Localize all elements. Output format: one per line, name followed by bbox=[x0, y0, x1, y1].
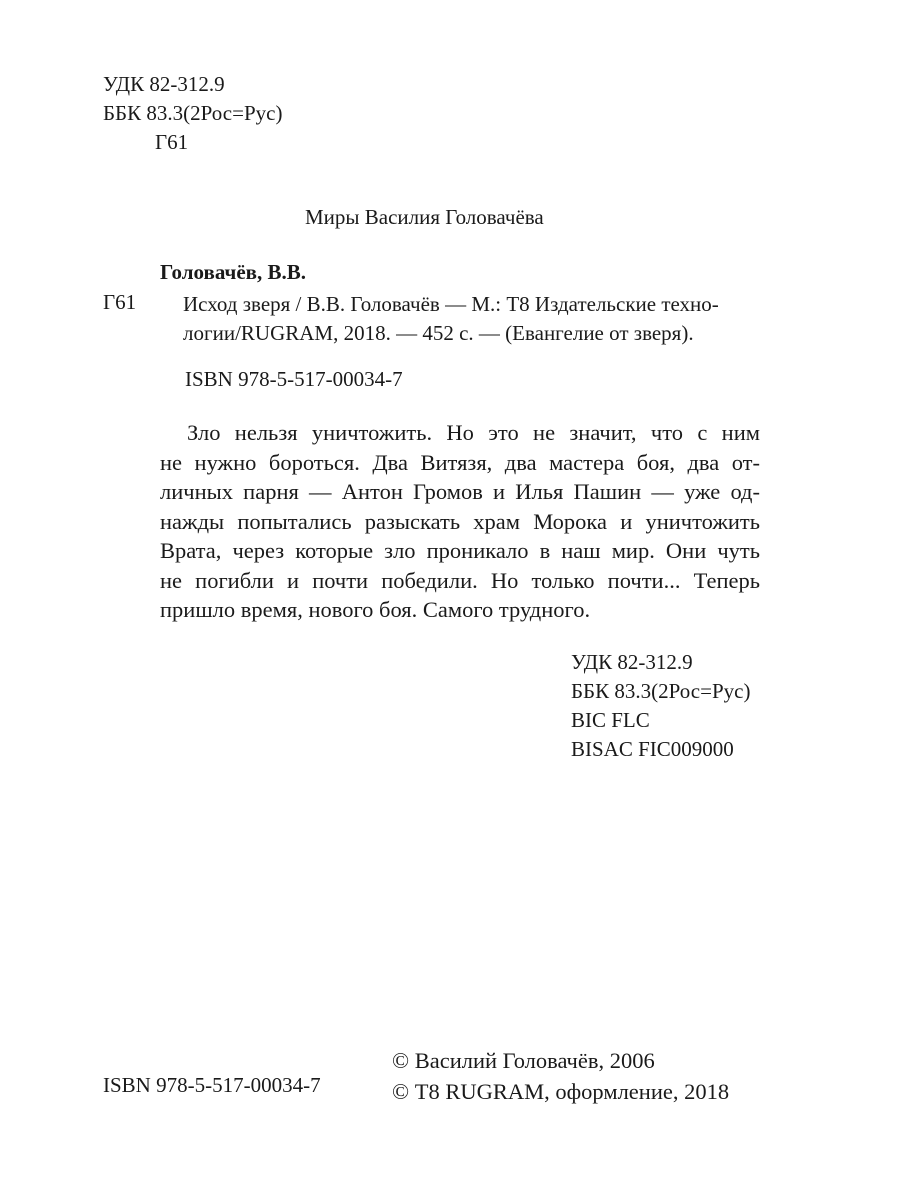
author-sign-code: Г61 bbox=[155, 130, 189, 154]
annotation bbox=[160, 418, 760, 625]
annotation-line: нажды попытались разыскать храм Морока и уничтожить bbox=[160, 508, 760, 534]
udk-code: УДК 82-312.9 bbox=[103, 72, 225, 96]
bibliographic-description bbox=[183, 290, 719, 348]
subject-code: BIC FLC bbox=[571, 708, 650, 732]
subject-code: ББК 83.3(2Рос=Рус) bbox=[571, 679, 751, 703]
annotation-line: Врата, через которые зло проникало в наш мир. Они чуть bbox=[160, 538, 760, 563]
author-heading: Головачёв, В.В. bbox=[160, 260, 307, 284]
copyright-line: © Т8 RUGRAM, оформление, 2018 bbox=[392, 1079, 730, 1104]
isbn-main: ISBN 978-5-517-00034-7 bbox=[185, 367, 403, 391]
bbk-code: ББК 83.3(2Рос=Рус) bbox=[103, 101, 283, 125]
annotation-line: не погибли и почти победили. Но только почти... Теперь bbox=[160, 567, 760, 593]
annotation-line: личных парня — Антон Громов и Илья Пашин — уже од- bbox=[160, 479, 760, 504]
annotation-line: не нужно бороться. Два Витязя, два мастера боя, два от- bbox=[160, 449, 760, 475]
copyright-block bbox=[392, 1045, 729, 1107]
annotation-line: Зло нельзя уничтожить. Но это не значит, что с ним bbox=[187, 420, 760, 445]
subject-codes bbox=[571, 648, 750, 764]
annotation-line: пришло время, нового боя. Самого трудного. bbox=[160, 597, 591, 622]
subject-code: BISAC FIC009000 bbox=[571, 737, 734, 761]
series-title: Миры Василия Головачёва bbox=[305, 205, 544, 229]
subject-code: УДК 82-312.9 bbox=[571, 650, 693, 674]
isbn-bottom: ISBN 978-5-517-00034-7 bbox=[103, 1073, 321, 1097]
catalog-code: Г61 bbox=[103, 290, 137, 314]
classification-block bbox=[103, 70, 282, 157]
bibliographic-line: Исход зверя / В.В. Головачёв — М.: Т8 Издательские техно- bbox=[183, 292, 719, 316]
bibliographic-line: логии/RUGRAM, 2018. — 452 с. — (Евангелие от зверя). bbox=[183, 321, 694, 345]
copyright-line: © Василий Головачёв, 2006 bbox=[392, 1048, 655, 1073]
